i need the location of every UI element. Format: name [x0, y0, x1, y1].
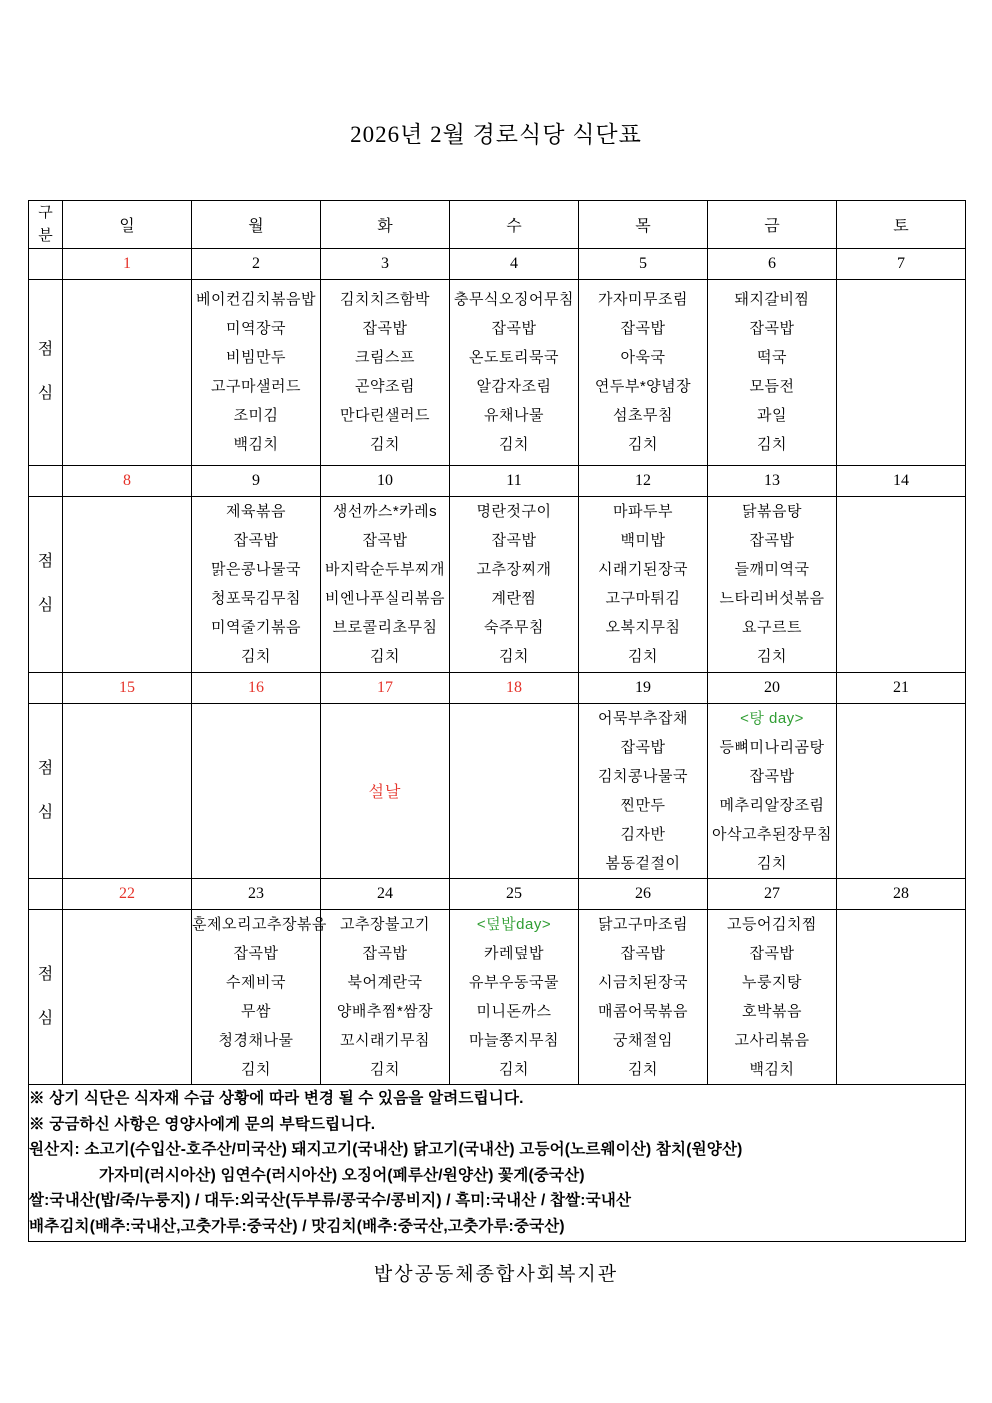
gutter-cell — [29, 878, 63, 909]
day-header-2: 월 — [192, 201, 321, 249]
menu-item: 잡곡밥 — [233, 944, 279, 962]
menu-item: 김치 — [499, 648, 529, 665]
menu-item: 백김치 — [749, 1060, 795, 1078]
note-line: 배추김치(배추:국내산,고춧가루:중국산) / 맛김치(배추:중국산,고춧가루:중국산) — [29, 1217, 565, 1235]
menu-item: 김치 — [628, 1060, 658, 1078]
menu-item: 김치 — [241, 648, 271, 665]
empty-menu-cell — [837, 703, 966, 878]
meal-label-line: 심 — [37, 597, 54, 614]
menu-item: 크림스프 — [355, 349, 415, 366]
meal-label-line: 점 — [37, 759, 54, 777]
meal-label-line: 점 — [37, 553, 54, 570]
event-day-label: <탕 day> — [740, 709, 804, 727]
menu-item: 김치콩나물국 — [598, 767, 688, 785]
date-cell-6: 6 — [708, 248, 837, 279]
corner-header-gubun — [29, 201, 63, 249]
menu-item: 봄동겉절이 — [605, 854, 681, 872]
menu-item: 돼지갈비찜 — [734, 291, 810, 308]
date-cell-13: 13 — [708, 465, 837, 496]
menu-cell — [450, 279, 579, 465]
organization-name: 밥상공동체종합사회복지관 — [373, 1263, 619, 1285]
date-cell-1: 1 — [63, 248, 192, 279]
menu-item: 고사리볶음 — [734, 1031, 810, 1049]
meal-label-lunch — [29, 909, 63, 1084]
day-header-3: 화 — [321, 201, 450, 249]
date-cell-2: 2 — [192, 248, 321, 279]
menu-item: 브로콜리초무침 — [332, 619, 438, 636]
menu-cell — [579, 703, 708, 878]
menu-item: 아욱국 — [620, 349, 666, 366]
menu-item: 잡곡밥 — [620, 320, 666, 337]
empty-menu-cell — [63, 279, 192, 465]
date-cell-26: 26 — [579, 878, 708, 909]
meal-calendar-table — [28, 200, 966, 1242]
menu-cell — [708, 496, 837, 672]
note-line: 원산지: 소고기(수입산-호주산/미국산) 돼지고기(국내산) 닭고기(국내산) 고등어(노르웨이산) 참치(원양산) — [29, 1141, 743, 1158]
menu-item: 명란젓구이 — [476, 503, 552, 520]
menu-item: 고추장불고기 — [340, 915, 430, 933]
menu-cell — [321, 496, 450, 672]
menu-cell — [192, 909, 327, 1084]
menu-item: 곤약조림 — [355, 378, 415, 395]
menu-item: 어묵부추잡채 — [598, 709, 688, 727]
page-title: 2026년 2월 경로식당 식단표 — [350, 122, 642, 147]
lunch-row-week3 — [29, 703, 966, 878]
menu-item: 느타리버섯볶음 — [719, 590, 825, 607]
menu-item: 김치 — [241, 1060, 271, 1078]
date-cell-21: 21 — [837, 672, 966, 703]
menu-item: 수제비국 — [226, 973, 286, 991]
menu-item: 연두부*양념장 — [594, 378, 692, 395]
gutter-cell — [29, 248, 63, 279]
menu-item: 김치 — [757, 648, 787, 665]
menu-item: 김치 — [499, 1060, 529, 1078]
menu-item: 백김치 — [233, 436, 279, 453]
menu-item: 고등어김치찜 — [727, 915, 817, 933]
menu-cell — [321, 279, 450, 465]
menu-item: 김치 — [370, 436, 400, 453]
menu-item: 온도토리묵국 — [469, 349, 559, 366]
menu-item: 닭볶음탕 — [742, 503, 802, 520]
menu-item: 백미밥 — [620, 532, 666, 549]
day-header-4: 수 — [450, 201, 579, 249]
menu-item: 비빔만두 — [226, 349, 286, 366]
menu-item: 잡곡밥 — [491, 320, 537, 337]
menu-cell — [708, 279, 837, 465]
menu-item: 등뼈미나리곰탕 — [719, 738, 825, 756]
gutter-cell — [29, 672, 63, 703]
menu-item: 마파두부 — [613, 503, 673, 520]
menu-item: 유채나물 — [484, 407, 544, 424]
date-row-week1 — [29, 248, 966, 279]
date-cell-22: 22 — [63, 878, 192, 909]
menu-item: 잡곡밥 — [233, 532, 279, 549]
menu-item: 유부우동국물 — [469, 973, 559, 991]
date-cell-27: 27 — [708, 878, 837, 909]
empty-menu-cell — [837, 279, 966, 465]
menu-item: 매콤어묵볶음 — [598, 1002, 688, 1020]
menu-item: 들깨미역국 — [734, 561, 810, 578]
menu-item: 미니돈까스 — [476, 1002, 552, 1020]
menu-item: 호박볶음 — [742, 1002, 802, 1020]
menu-item: 잡곡밥 — [362, 944, 408, 962]
date-row-week2 — [29, 465, 966, 496]
menu-cell — [321, 909, 450, 1084]
menu-item: 메추리알장조림 — [719, 796, 825, 814]
notes-row — [29, 1084, 966, 1241]
menu-cell — [579, 909, 708, 1084]
menu-item: 요구르트 — [742, 619, 802, 636]
menu-item: 잡곡밥 — [749, 767, 795, 785]
date-cell-11: 11 — [450, 465, 579, 496]
note-line: ※ 상기 식단은 식자재 수급 상황에 따라 변경 될 수 있음을 알려드립니다. — [29, 1090, 524, 1107]
empty-menu-cell — [63, 703, 192, 878]
menu-item: 잡곡밥 — [749, 532, 795, 549]
empty-menu-cell — [63, 909, 192, 1084]
event-day-label: <덮밥day> — [476, 915, 552, 933]
menu-item: 김치치즈함박 — [340, 291, 430, 308]
date-cell-3: 3 — [321, 248, 450, 279]
date-cell-19: 19 — [579, 672, 708, 703]
menu-item: 제육볶음 — [226, 503, 286, 520]
menu-item: 꼬시래기무침 — [340, 1031, 430, 1049]
menu-item: 과일 — [757, 407, 787, 424]
meal-label-line: 점 — [37, 965, 54, 983]
menu-item: 숙주무침 — [484, 619, 544, 636]
date-cell-15: 15 — [63, 672, 192, 703]
date-cell-20: 20 — [708, 672, 837, 703]
menu-item: 잡곡밥 — [362, 320, 408, 337]
day-header-1: 일 — [63, 201, 192, 249]
date-cell-10: 10 — [321, 465, 450, 496]
menu-cell — [708, 909, 837, 1084]
menu-item: 잡곡밥 — [749, 320, 795, 337]
menu-cell — [450, 496, 579, 672]
menu-item: 조미김 — [233, 407, 279, 424]
menu-item: 떡국 — [757, 349, 787, 366]
menu-item: 오복지무침 — [605, 619, 681, 636]
menu-item: 김치 — [370, 1060, 400, 1078]
date-cell-23: 23 — [192, 878, 321, 909]
menu-item: 만다린샐러드 — [340, 407, 430, 424]
menu-cell — [450, 909, 579, 1084]
date-cell-17: 17 — [321, 672, 450, 703]
menu-item: 청포묵김무침 — [211, 590, 301, 607]
note-line: 쌀:국내산(밥/죽/누룽지) / 대두:외국산(두부류/콩국수/콩비지) / 흑미:국내산 / 찹쌀:국내산 — [29, 1192, 632, 1209]
note-line: 가자미(러시아산) 임연수(러시아산) 오징어(페루산/원양산) 꽃게(중국산) — [99, 1166, 585, 1184]
date-cell-16: 16 — [192, 672, 321, 703]
date-cell-18: 18 — [450, 672, 579, 703]
menu-item: 베이컨김치볶음밥 — [196, 291, 316, 308]
lunch-row-week2 — [29, 496, 966, 672]
menu-item: 맑은콩나물국 — [211, 561, 301, 578]
empty-menu-cell — [192, 703, 321, 878]
menu-item: 누룽지탕 — [742, 973, 802, 991]
menu-item: 섬초무침 — [613, 407, 673, 424]
menu-item: 가자미무조림 — [598, 291, 688, 308]
menu-item: 찐만두 — [620, 796, 666, 814]
menu-cell — [192, 496, 321, 672]
meal-label-line: 심 — [37, 803, 54, 821]
lunch-row-week1 — [29, 279, 966, 465]
menu-item: 시금치된장국 — [598, 973, 688, 991]
menu-cell — [192, 279, 321, 465]
date-cell-9: 9 — [192, 465, 321, 496]
menu-item: 잡곡밥 — [620, 738, 666, 756]
menu-item: 김치 — [628, 648, 658, 665]
day-header-6: 금 — [708, 201, 837, 249]
holiday-cell: 설날 — [321, 703, 450, 878]
menu-cell — [579, 496, 708, 672]
notes-cell — [29, 1084, 966, 1241]
menu-item: 미역장국 — [226, 320, 286, 337]
empty-menu-cell — [63, 496, 192, 672]
menu-item: 김치 — [757, 436, 787, 453]
day-header-7: 토 — [837, 201, 966, 249]
menu-item: 아삭고추된장무침 — [712, 825, 832, 843]
date-cell-14: 14 — [837, 465, 966, 496]
note-line: ※ 궁금하신 사항은 영양사에게 문의 부탁드립니다. — [29, 1115, 376, 1133]
menu-item: 잡곡밥 — [362, 532, 408, 549]
weekday-header-row — [29, 201, 966, 249]
menu-item: 궁채절임 — [613, 1031, 673, 1049]
date-cell-28: 28 — [837, 878, 966, 909]
meal-label-line: 심 — [37, 385, 54, 402]
date-cell-5: 5 — [579, 248, 708, 279]
corner-label-line: 분 — [38, 227, 53, 245]
menu-item: 닭고구마조림 — [598, 915, 688, 933]
date-cell-25: 25 — [450, 878, 579, 909]
menu-item: 비엔나푸실리볶음 — [325, 590, 445, 607]
date-cell-7: 7 — [837, 248, 966, 279]
meal-label-lunch — [29, 279, 63, 465]
menu-item: 계란찜 — [491, 590, 537, 607]
menu-item: 생선까스*카레s — [332, 503, 438, 520]
menu-cell — [579, 279, 708, 465]
lunch-row-week4 — [29, 909, 966, 1084]
menu-item: 고구마튀김 — [605, 590, 681, 607]
empty-menu-cell — [837, 909, 966, 1084]
menu-item: 카레덮밥 — [484, 944, 544, 962]
menu-item: 청경채나물 — [218, 1031, 294, 1049]
menu-item: 마늘쫑지무침 — [469, 1031, 559, 1049]
menu-item: 김자반 — [620, 825, 666, 843]
date-cell-24: 24 — [321, 878, 450, 909]
menu-item: 잡곡밥 — [620, 944, 666, 962]
meal-label-line: 점 — [37, 341, 54, 358]
date-cell-4: 4 — [450, 248, 579, 279]
menu-item: 충무식오징어무침 — [454, 291, 574, 308]
menu-item: 잡곡밥 — [491, 532, 537, 549]
date-cell-12: 12 — [579, 465, 708, 496]
menu-item: 양배추찜*쌈장 — [336, 1002, 434, 1020]
date-cell-8: 8 — [63, 465, 192, 496]
menu-item: 고추장찌개 — [476, 561, 552, 578]
menu-item: 미역줄기볶음 — [211, 619, 301, 636]
menu-item: 알감자조림 — [476, 378, 552, 395]
meal-label-lunch — [29, 496, 63, 672]
menu-item: 김치 — [370, 648, 400, 665]
menu-item: 김치 — [499, 436, 529, 453]
menu-item: 김치 — [628, 436, 658, 453]
menu-item: 고구마샐러드 — [211, 378, 301, 395]
menu-item: 잡곡밥 — [749, 944, 795, 962]
menu-item: 훈제오리고추장볶음 — [192, 915, 327, 933]
date-row-week3 — [29, 672, 966, 703]
menu-item: 북어계란국 — [347, 973, 423, 991]
gutter-cell — [29, 465, 63, 496]
corner-label-line: 구 — [38, 204, 53, 221]
empty-menu-cell — [837, 496, 966, 672]
menu-item: 시래기된장국 — [598, 561, 688, 578]
menu-item: 바지락순두부찌개 — [325, 561, 445, 578]
menu-item: 모듬전 — [749, 378, 795, 395]
date-row-week4 — [29, 878, 966, 909]
menu-item: 무쌈 — [241, 1002, 271, 1020]
meal-label-lunch — [29, 703, 63, 878]
menu-cell — [708, 703, 837, 878]
empty-menu-cell — [450, 703, 579, 878]
day-header-5: 목 — [579, 201, 708, 249]
menu-item: 김치 — [757, 854, 787, 872]
meal-label-line: 심 — [37, 1009, 54, 1027]
